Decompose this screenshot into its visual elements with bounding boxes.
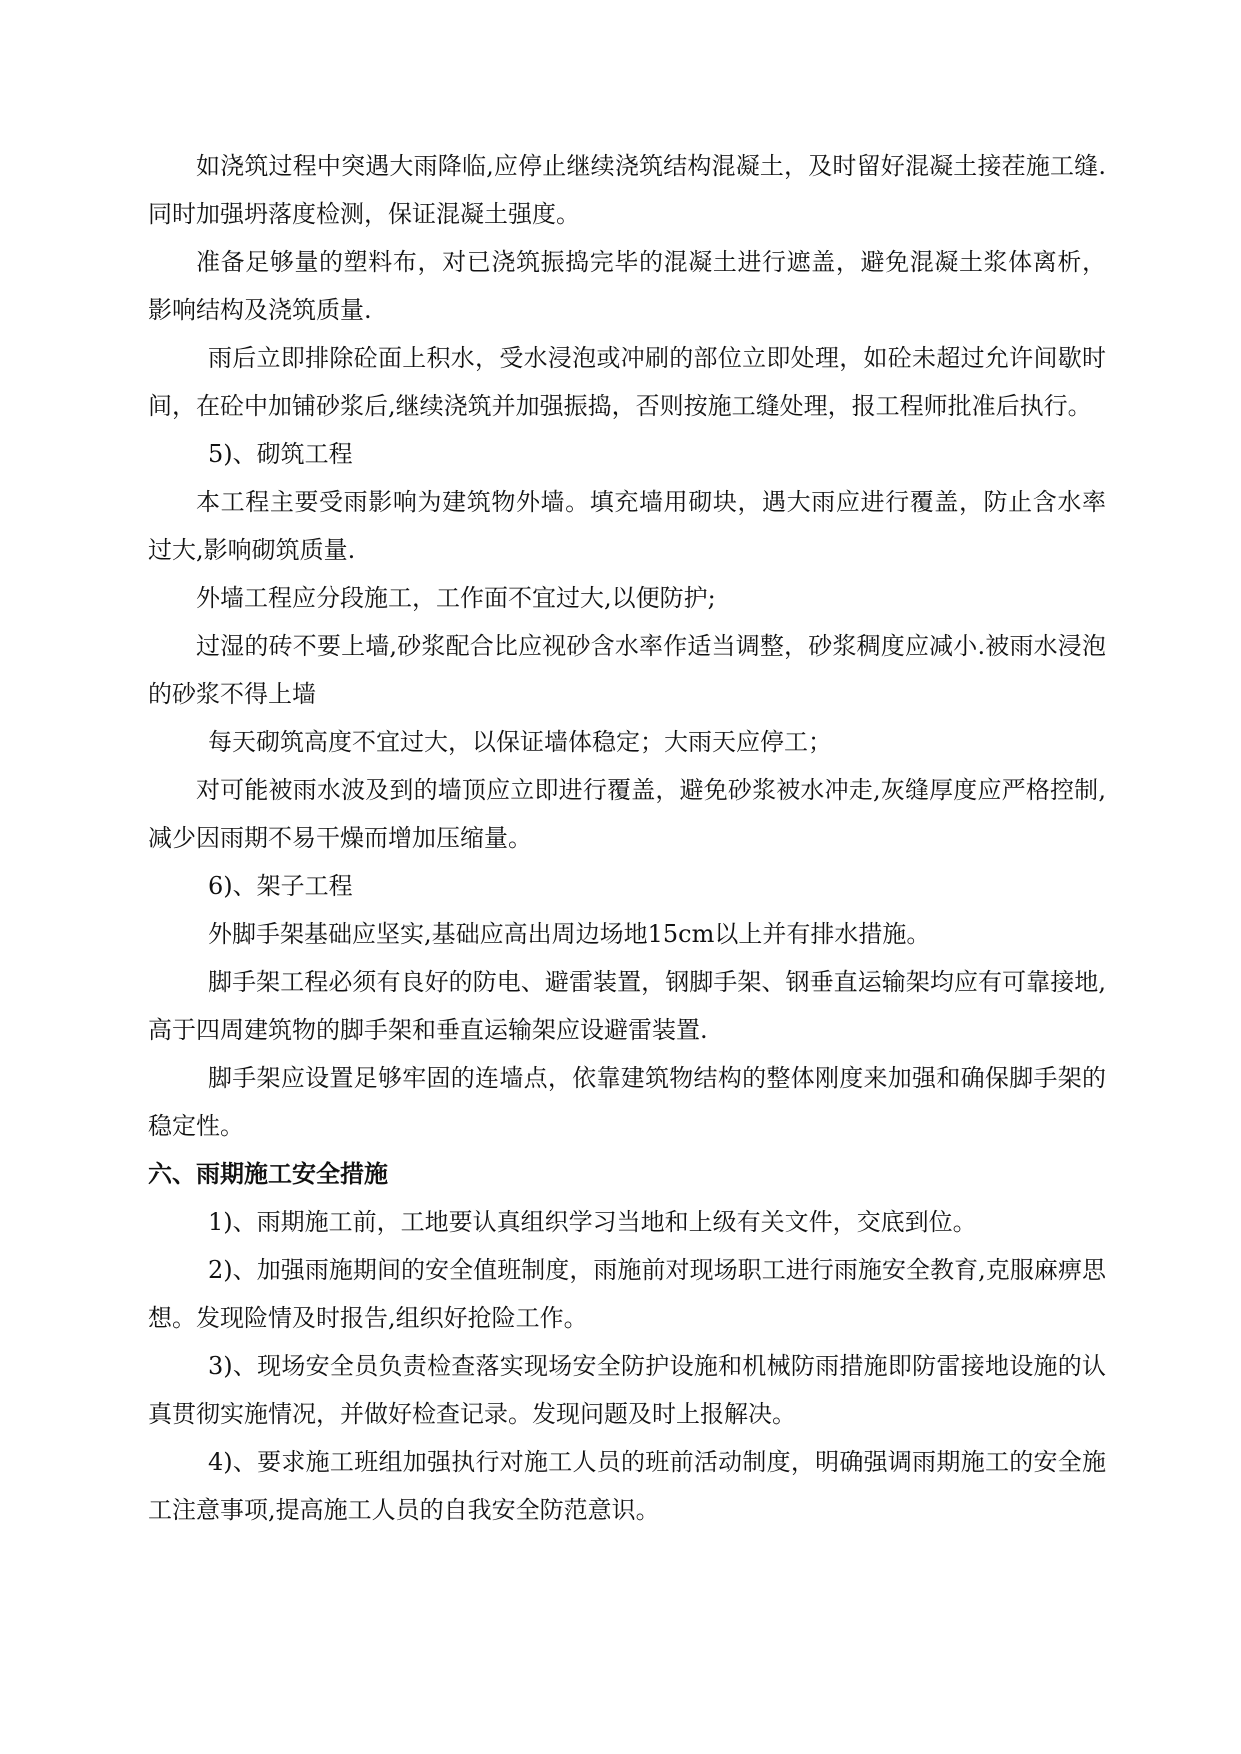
safety-item-3: 3)、现场安全员负责检查落实现场安全防护设施和机械防雨措施即防雷接地设施的认真贯彻实施情况，并做好检查记录。发现问题及时上报解决。 bbox=[148, 1352, 1106, 1428]
section-heading-safety: 六、雨期施工安全措施 bbox=[148, 1160, 388, 1188]
document-page bbox=[148, 142, 1106, 1534]
safety-item-1: 1)、雨期施工前，工地要认真组织学习当地和上级有关文件，交底到位。 bbox=[208, 1208, 977, 1236]
safety-item-4: 4)、要求施工班组加强执行对施工人员的班前活动制度，明确强调雨期施工的安全施工注意事项,提高施工人员的自我安全防范意识。 bbox=[148, 1448, 1106, 1524]
paragraph-pour-rain: 如浇筑过程中突遇大雨降临,应停止继续浇筑结构混凝土，及时留好混凝土接茬施工缝.同时加强坍落度检测，保证混凝土强度。 bbox=[148, 152, 1106, 228]
safety-item-2: 2)、加强雨施期间的安全值班制度，雨施前对现场职工进行雨施安全教育,克服麻痹思想。发现险情及时报告,组织好抢险工作。 bbox=[148, 1256, 1106, 1332]
paragraph-wall-top-cover: 对可能被雨水波及到的墙顶应立即进行覆盖，避免砂浆被水冲走,灰缝厚度应严格控制,减少因雨期不易干燥而增加压缩量。 bbox=[148, 776, 1106, 852]
paragraph-scaffold-base: 外脚手架基础应坚实,基础应高出周边场地15cm以上并有排水措施。 bbox=[208, 920, 931, 948]
paragraph-scaffold-anchor: 脚手架应设置足够牢固的连墙点，依靠建筑物结构的整体刚度来加强和确保脚手架的稳定性。 bbox=[148, 1064, 1106, 1140]
paragraph-scaffold-lightning: 脚手架工程必须有良好的防电、避雷装置，钢脚手架、钢垂直运输架均应有可靠接地,高于四周建筑物的脚手架和垂直运输架应设避雷装置. bbox=[148, 968, 1106, 1044]
paragraph-wet-bricks: 过湿的砖不要上墙,砂浆配合比应视砂含水率作适当调整，砂浆稠度应减小.被雨水浸泡的砂浆不得上墙 bbox=[148, 632, 1106, 708]
paragraph-after-rain: 雨后立即排除砼面上积水，受水浸泡或冲刷的部位立即处理，如砼未超过允许间歇时间，在砼中加铺砂浆后,继续浇筑并加强振捣，否则按施工缝处理，报工程师批准后执行。 bbox=[148, 344, 1106, 420]
paragraph-daily-height: 每天砌筑高度不宜过大，以保证墙体稳定；大雨天应停工； bbox=[208, 728, 832, 756]
subheading-masonry: 5)、砌筑工程 bbox=[208, 440, 353, 468]
subheading-scaffold: 6)、架子工程 bbox=[208, 872, 353, 900]
paragraph-masonry-main: 本工程主要受雨影响为建筑物外墙。填充墙用砌块，遇大雨应进行覆盖，防止含水率过大,影响砌筑质量. bbox=[148, 488, 1106, 564]
paragraph-exterior-wall: 外墙工程应分段施工，工作面不宜过大,以便防护; bbox=[196, 584, 716, 612]
paragraph-plastic-cover: 准备足够量的塑料布，对已浇筑振捣完毕的混凝土进行遮盖，避免混凝土浆体离析，影响结构及浇筑质量. bbox=[148, 248, 1106, 324]
